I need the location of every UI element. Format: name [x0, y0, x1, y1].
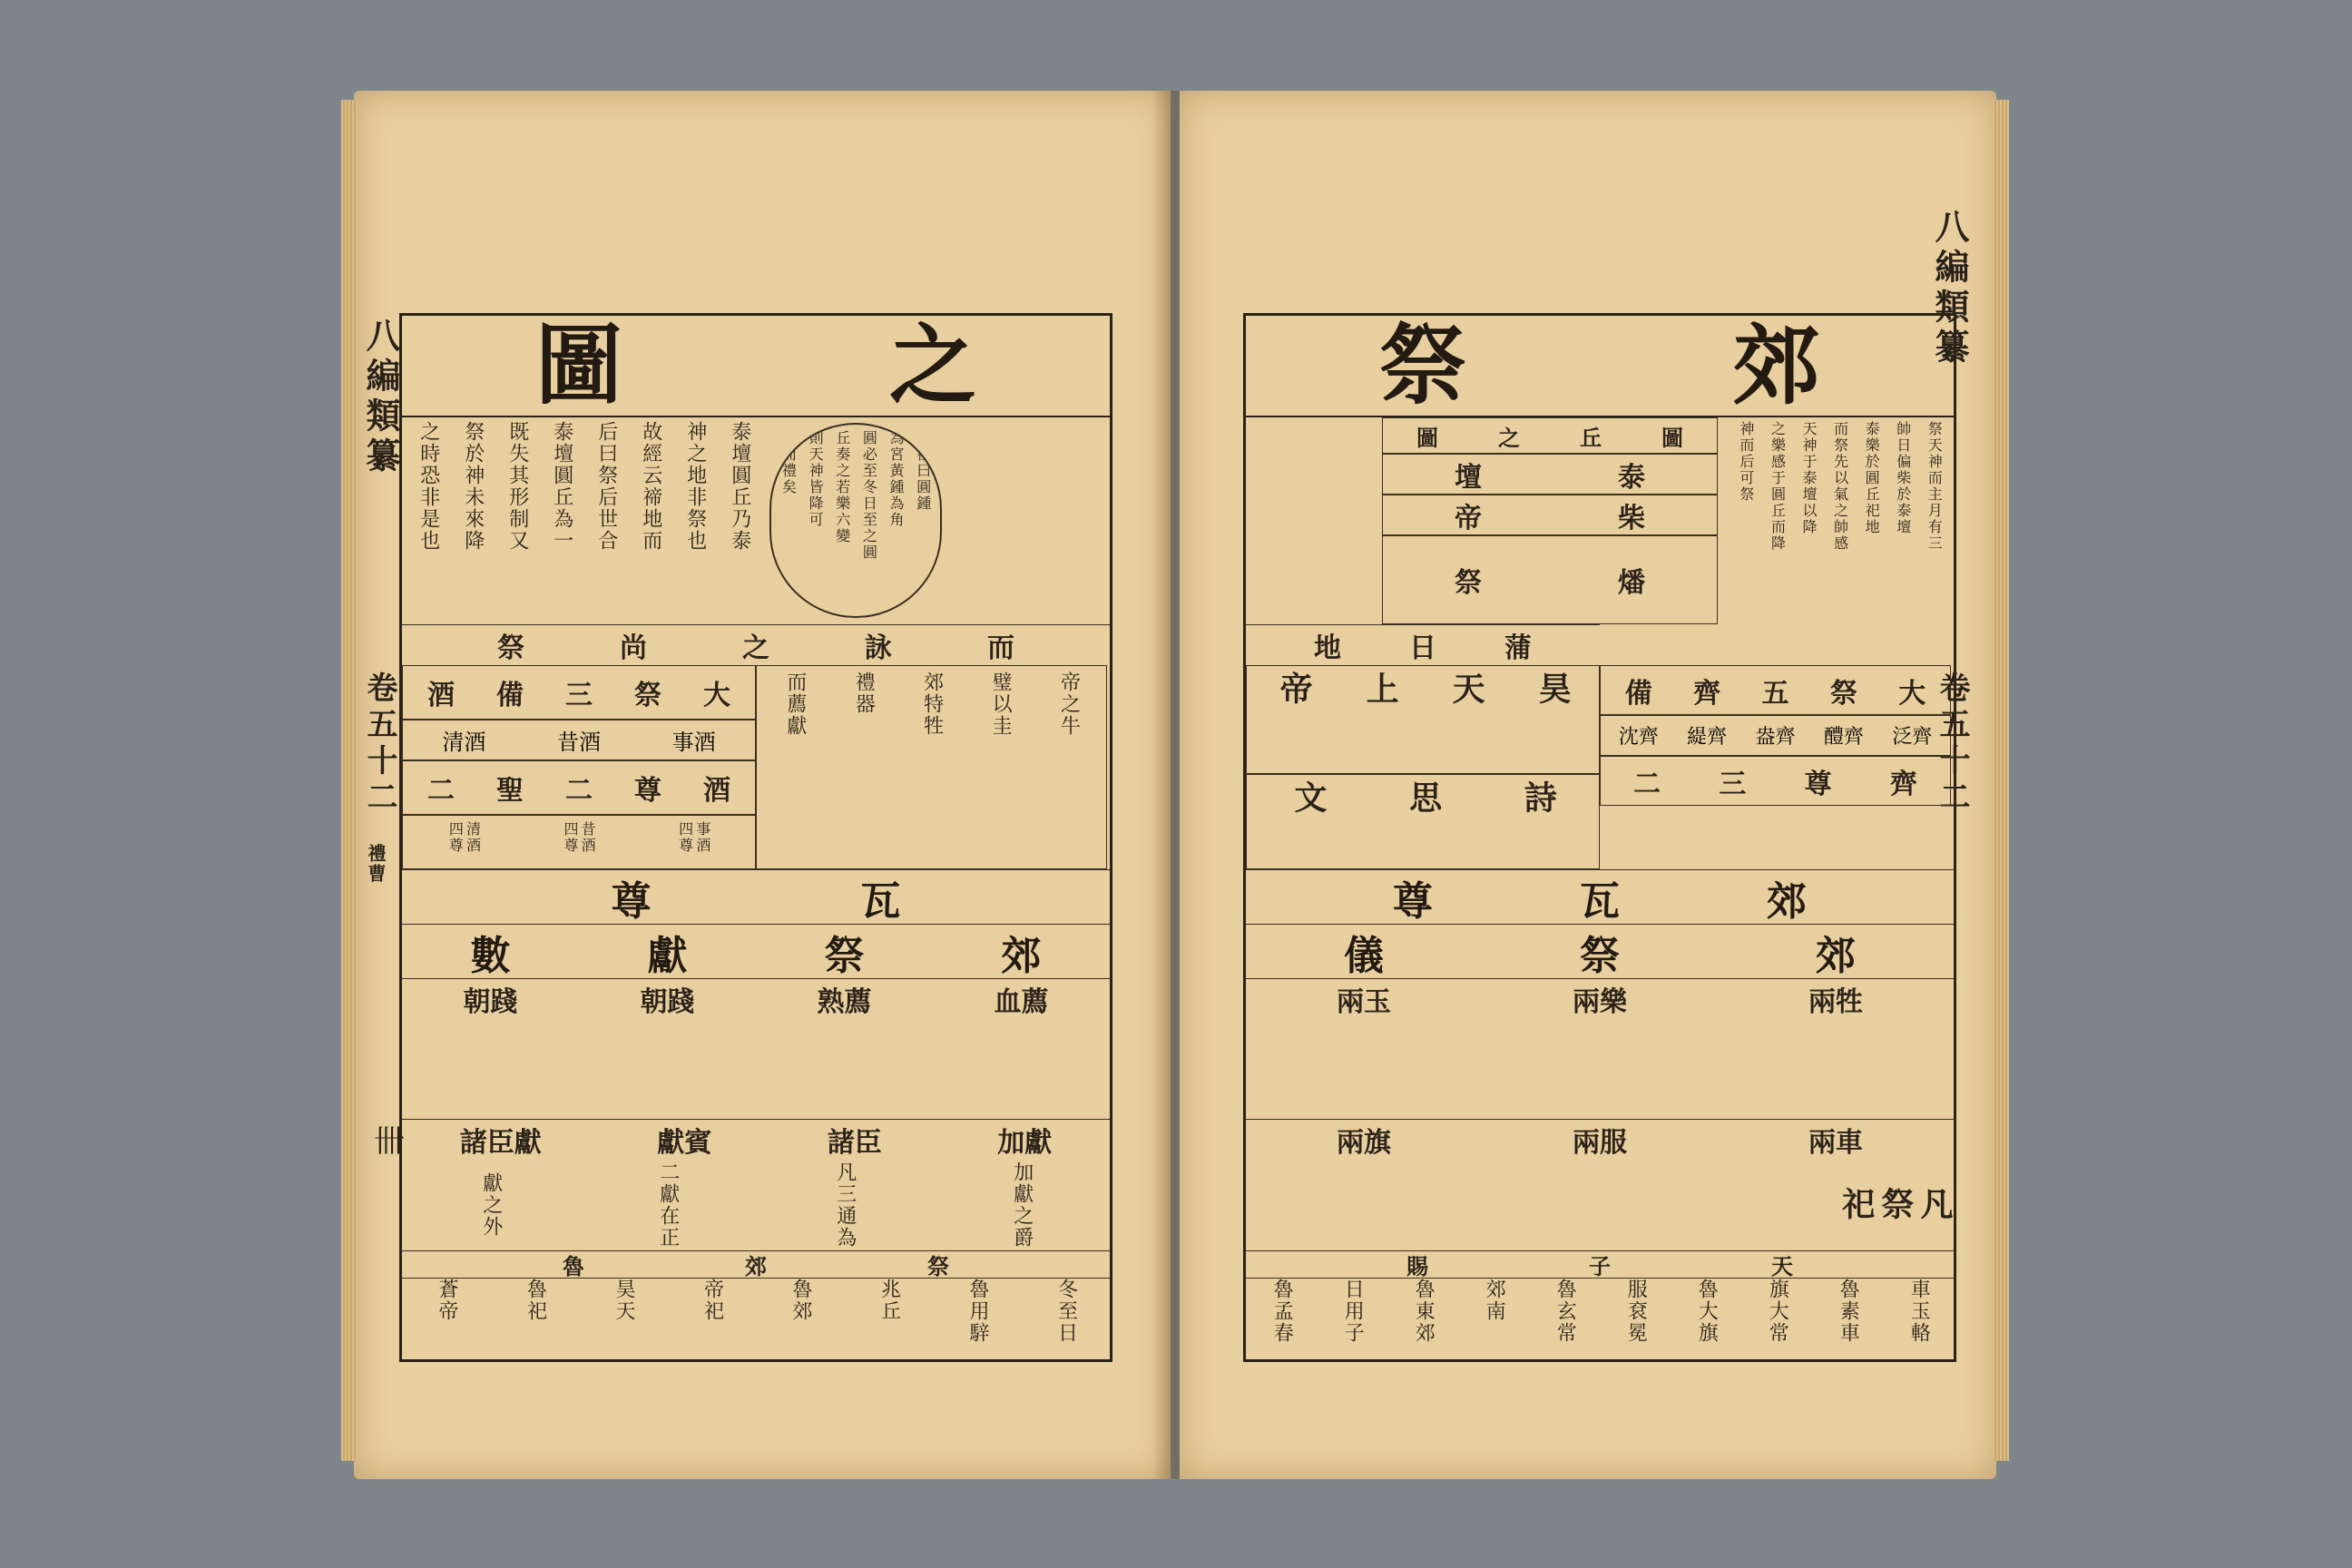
- offer-text: 凡三通為: [833, 1161, 857, 1249]
- emperor-col: 璧以圭: [989, 671, 1013, 737]
- wine-char: 三: [565, 680, 593, 711]
- bottom-col: 魯素車: [1837, 1279, 1860, 1344]
- bottom-col: 蒼帝: [435, 1279, 458, 1322]
- right-intro-block: [1727, 416, 1954, 624]
- yu-char: 天: [1447, 671, 1486, 708]
- left-dense-notes: [402, 1019, 1110, 1119]
- left-title-char-2: 圖: [535, 314, 622, 416]
- band-char: 子: [1589, 1253, 1611, 1279]
- left-page: [354, 91, 1171, 1479]
- fu-char: 祭: [1455, 567, 1482, 599]
- bottom-col: 車玉輅: [1907, 1279, 1931, 1344]
- left-four-heads: [402, 924, 1110, 978]
- band-char: 而: [987, 632, 1014, 664]
- right-title-row: [1246, 316, 1954, 417]
- left-title-char-1: 之: [889, 314, 976, 416]
- offering-label: 加獻: [997, 1127, 1053, 1159]
- right-five-sub: [1600, 715, 1951, 756]
- right-five-row: [1600, 665, 1951, 715]
- heading-char: 瓦: [860, 877, 901, 925]
- left-intro-col: 后曰祭后世合: [594, 421, 618, 552]
- five-char: 齊: [1693, 677, 1721, 710]
- bottom-col: 魯郊: [789, 1279, 812, 1322]
- wine-sub: 事酒: [671, 730, 716, 755]
- sub-char: 兩樂: [1573, 986, 1627, 1018]
- bottom-col: 昊天: [612, 1279, 635, 1322]
- left-intro-col: 故經云禘地而: [639, 421, 662, 552]
- bottom-col: 郊南: [1483, 1279, 1506, 1322]
- five-sub: 緹齊: [1687, 726, 1728, 749]
- bottom-col: 服袞冕: [1624, 1279, 1648, 1344]
- wine-char: 祭: [634, 680, 662, 711]
- emperor-col: 禮器: [852, 671, 876, 715]
- left-zun-sub: [402, 815, 756, 869]
- chai-char: 柴: [1618, 502, 1645, 534]
- five-char: 祭: [1829, 677, 1857, 710]
- left-diagram-frame: [399, 313, 1112, 1362]
- poetry-char: 思: [1404, 780, 1443, 817]
- left-wine-row: [402, 665, 756, 720]
- earth-char: 地: [1314, 632, 1341, 664]
- bottom-col: 日用子: [1341, 1279, 1365, 1344]
- left-intro-col: 既失其形制又: [505, 421, 529, 552]
- sub-char: 血薦: [994, 986, 1049, 1018]
- left-margin-label: 八編類纂: [360, 318, 401, 477]
- sub-char: 朝踐: [463, 986, 518, 1018]
- left-note-col: 丘奏之若樂六變: [833, 430, 851, 544]
- heading-char: 尊: [1393, 877, 1433, 925]
- zun-char: 酒: [703, 775, 730, 807]
- left-note-col: 為宮黃鍾為角: [887, 430, 906, 528]
- sub-char: 兩牲: [1808, 986, 1863, 1018]
- heading-char: 瓦: [1580, 877, 1620, 925]
- earth-char: 日: [1409, 632, 1436, 664]
- offering-label: 獻賓: [657, 1127, 712, 1159]
- fan-char: 祀: [1837, 1187, 1876, 1223]
- head-char: 儀: [1344, 932, 1384, 979]
- left-offer-texts: [402, 1160, 1110, 1250]
- right-earth-row: [1246, 624, 1600, 665]
- emperor-col: 而薦獻: [783, 671, 807, 737]
- right-title-char-2: 祭: [1379, 314, 1466, 416]
- earth-char: 蒲: [1504, 632, 1532, 664]
- yu-char: 昊: [1534, 671, 1573, 708]
- ritual-char: 兩服: [1573, 1127, 1627, 1159]
- dense-note: [747, 1065, 764, 1072]
- zun-char: 二: [1633, 768, 1661, 800]
- bottom-col: 帝祀: [701, 1279, 724, 1322]
- right-title-char-1: 郊: [1733, 314, 1820, 416]
- right-bottom-cols: [1246, 1278, 1954, 1354]
- left-intro-block: [402, 416, 765, 624]
- bottom-col: 冬至日: [1054, 1279, 1078, 1344]
- wine-char: 備: [496, 680, 524, 711]
- band-char: 祭: [497, 632, 524, 664]
- right-intro-col: 祭天神而主月有三: [1926, 421, 1944, 552]
- yu-char: 帝: [1275, 671, 1314, 708]
- offering-label: 諸臣: [827, 1127, 882, 1159]
- fan-char: 凡: [1916, 1187, 1954, 1223]
- wine-sub: 昔酒: [556, 730, 601, 755]
- band-char: 祭: [927, 1253, 949, 1279]
- offer-text: 獻之外: [479, 1172, 503, 1238]
- right-yu-block: [1246, 665, 1600, 774]
- emperor-col: 郊特牲: [920, 671, 944, 737]
- band-char: 魯: [563, 1253, 584, 1279]
- wine-sub: 清酒: [442, 730, 486, 755]
- left-wine-sub: [402, 720, 756, 760]
- offering-label: 諸臣獻: [459, 1127, 542, 1159]
- left-bottom-band: [402, 1250, 1110, 1278]
- left-intro-col: 泰壇圓丘乃泰: [728, 421, 751, 552]
- left-offering-labels: [402, 1119, 1110, 1160]
- zun-char: 三: [1719, 768, 1747, 800]
- zun-char: 聖: [496, 775, 524, 807]
- left-note-col: 得而禮矣: [779, 430, 798, 495]
- wine-char: 大: [703, 680, 730, 711]
- zun-char: 二: [565, 775, 593, 807]
- poetry-char: 詩: [1519, 780, 1558, 817]
- offer-text: 二獻在正: [656, 1161, 680, 1249]
- right-chai-row: [1382, 495, 1718, 535]
- bottom-col: 魯孟春: [1270, 1279, 1294, 1344]
- head-char: 郊: [1001, 932, 1042, 979]
- right-section-heading: [1246, 869, 1954, 924]
- left-volume-label: 卷五十二: [361, 671, 397, 817]
- right-bottom-band: [1246, 1250, 1954, 1278]
- right-two-heads: [1246, 924, 1954, 978]
- five-char: 五: [1761, 677, 1789, 710]
- diag-label: 丘: [1580, 424, 1602, 451]
- ritual-char: 兩旗: [1337, 1127, 1391, 1159]
- left-title-row: [402, 316, 1110, 417]
- band-char: 尚: [620, 632, 647, 664]
- open-book: [354, 91, 2005, 1479]
- head-char: 祭: [1580, 932, 1620, 979]
- bottom-col: 旗大常: [1766, 1279, 1789, 1344]
- band-char: 天: [1771, 1253, 1793, 1279]
- left-section-heading: [402, 869, 1110, 924]
- right-diagram-frame: [1243, 313, 1956, 1362]
- right-zun-row: [1600, 756, 1951, 806]
- left-intro-col: 之時恐非是也: [416, 421, 440, 552]
- right-intro-col: 泰樂於圓丘祀地: [1863, 421, 1881, 535]
- band-char: 賜: [1406, 1253, 1428, 1279]
- emperor-col: 帝之牛: [1057, 671, 1081, 737]
- bottom-col: 魯玄常: [1553, 1279, 1577, 1344]
- right-poetry-block: [1246, 774, 1600, 869]
- heading-char: 尊: [611, 877, 652, 925]
- fan-char: 祭: [1876, 1187, 1915, 1223]
- wine-char: 酒: [427, 680, 455, 711]
- bottom-col: 魯祀: [524, 1279, 547, 1322]
- left-section-label: 禮曹: [365, 844, 387, 884]
- bottom-col: 魯用騂: [965, 1279, 989, 1344]
- left-note-col: 則天神皆降可: [807, 430, 825, 528]
- head-char: 數: [470, 932, 511, 979]
- left-note-col: 圓必至冬日至之圓: [860, 430, 878, 561]
- zun-sub: 事酒四尊: [676, 821, 711, 854]
- left-intro-col: 神之地非祭也: [683, 421, 707, 552]
- chai-char: 帝: [1455, 502, 1482, 534]
- left-zun-row: [402, 760, 756, 815]
- five-char: 備: [1624, 677, 1652, 710]
- bottom-col: 魯大旗: [1695, 1279, 1719, 1344]
- poetry-char: 文: [1289, 780, 1328, 817]
- band-char: 詠: [865, 632, 892, 664]
- left-page-number: 卌: [374, 1123, 405, 1160]
- bottom-col: 魯東郊: [1412, 1279, 1436, 1344]
- right-fan-row: [1246, 1160, 1954, 1250]
- right-dense-notes: [1246, 1019, 1954, 1119]
- right-ritual-sub: [1246, 1119, 1954, 1160]
- yu-char: 上: [1361, 671, 1400, 708]
- left-header-band: [402, 624, 1110, 665]
- right-intro-col: 帥日偏柴於泰壇: [1894, 421, 1912, 535]
- right-page: [1180, 91, 1996, 1479]
- right-diagram-labels: [1382, 417, 1718, 454]
- zun-char: 齊: [1889, 768, 1917, 800]
- diag-label: 圖: [1416, 424, 1438, 451]
- band-char: 之: [742, 632, 769, 664]
- head-char: 獻: [647, 932, 688, 979]
- heading-char: 郊: [1767, 877, 1807, 925]
- dense-note: [1591, 1065, 1608, 1072]
- left-bottom-cols: [402, 1278, 1110, 1354]
- five-sub: 盎齊: [1755, 726, 1796, 749]
- right-intro-col: 天神于泰壇以降: [1800, 421, 1818, 535]
- diag-label: 之: [1498, 424, 1520, 451]
- tan-char: 泰: [1618, 461, 1645, 494]
- left-page-edge: [341, 100, 358, 1461]
- band-char: 郊: [745, 1253, 767, 1279]
- zun-sub: 清酒四尊: [446, 821, 482, 854]
- bottom-col: 兆丘: [877, 1279, 901, 1322]
- left-emperor-block: [756, 665, 1107, 869]
- sub-char: 兩玉: [1337, 986, 1391, 1018]
- right-margin-label: 八編類纂: [1929, 209, 1970, 368]
- zun-char: 二: [427, 775, 455, 807]
- zun-char: 尊: [1804, 768, 1832, 800]
- right-intro-col: 而祭先以氣之帥感: [1831, 421, 1849, 552]
- tan-char: 壇: [1455, 461, 1482, 494]
- sub-char: 熟薦: [817, 986, 872, 1018]
- zun-sub: 昔酒四尊: [561, 821, 597, 854]
- sub-char: 朝踐: [640, 986, 695, 1018]
- right-tan-row: [1382, 454, 1718, 495]
- left-intro-col: 祭於神未來降: [461, 421, 485, 552]
- right-fu-row: [1382, 535, 1718, 624]
- right-volume-label: 卷五十二: [1934, 671, 1970, 817]
- left-round-note: [769, 423, 942, 618]
- left-intro-col: 泰壇圓丘為一: [550, 421, 573, 552]
- right-intro-col: 神而后可祭: [1737, 421, 1755, 503]
- fu-char: 燔: [1618, 567, 1645, 599]
- zun-char: 尊: [634, 775, 662, 807]
- right-page-edge: [1993, 100, 2009, 1461]
- right-two-sub: [1246, 978, 1954, 1019]
- five-char: 大: [1898, 677, 1926, 710]
- right-intro-col: 之樂感于圓丘而降: [1769, 421, 1787, 552]
- head-char: 郊: [1816, 932, 1856, 979]
- left-note-col: 周禮曰圓鍾: [914, 430, 932, 512]
- diag-label: 圖: [1661, 424, 1683, 451]
- five-sub: 沈齊: [1618, 726, 1659, 749]
- five-sub: 醴齊: [1823, 726, 1864, 749]
- five-sub: 泛齊: [1892, 726, 1933, 749]
- left-four-sub: [402, 978, 1110, 1019]
- ritual-char: 兩車: [1808, 1127, 1863, 1159]
- offer-text: 加獻之爵: [1010, 1161, 1034, 1249]
- head-char: 祭: [824, 932, 865, 979]
